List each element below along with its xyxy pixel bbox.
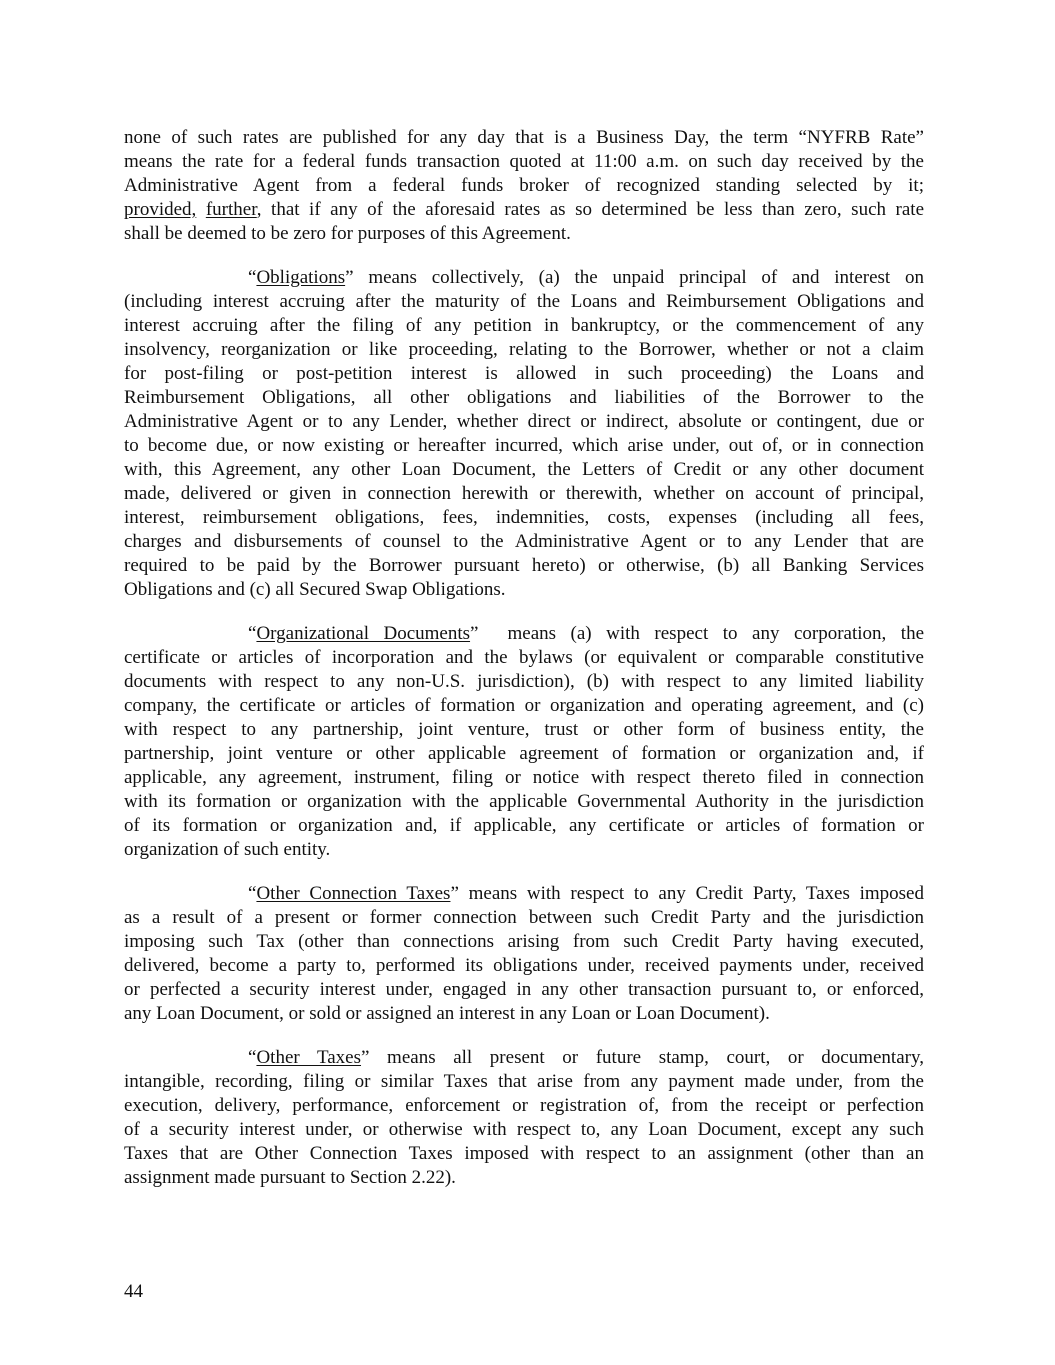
text-line (124, 622, 924, 646)
text-fragment: , that if any of the aforesaid rates as so determined be less than zero, such rate (256, 199, 925, 220)
text-line: charges and disbursements of counsel to the Administrative Agent or to any Lender that are (124, 531, 924, 552)
text-line: imposing such Tax (other than connections arising from such Credit Party having executed, (124, 931, 924, 952)
defined-term: Other Connection Taxes (256, 883, 451, 904)
provided-term: provided, (124, 199, 197, 220)
text-line: Reimbursement Obligations, all other obligations and liabilities of the Borrower to the (124, 387, 924, 408)
document-page (124, 126, 924, 1210)
text-line: execution, delivery, performance, enforcement or registration of, from the receipt or perfection (124, 1095, 924, 1116)
text-line: delivered, become a party to, performed its obligations under, received payments under, received (124, 955, 924, 976)
defined-term: Other Taxes (256, 1047, 362, 1068)
definition-paragraph (124, 622, 924, 862)
text-line: shall be deemed to be zero for purposes of this Agreement. (124, 223, 571, 244)
paragraph-nyfrb-rate-continuation (124, 126, 924, 246)
text-line: Taxes that are Other Connection Taxes imposed with respect to an assignment (other than an (124, 1143, 924, 1164)
definitions-list (124, 266, 924, 1190)
text-line: (including interest accruing after the maturity of the Loans and Reimbursement Obligations and (124, 291, 924, 312)
text-line: with, this Agreement, any other Loan Document, the Letters of Credit or any other document (124, 459, 924, 480)
text-line: of a security interest under, or otherwise with respect to, any Loan Document, except any such (124, 1119, 924, 1140)
definition-paragraph (124, 882, 924, 1026)
text-line: interest, reimbursement obligations, fees, indemnities, costs, expenses (including all fees, (124, 507, 924, 528)
text-line: applicable, any agreement, instrument, filing or notice with respect thereto filed in connection (124, 767, 924, 788)
definition-paragraph (124, 266, 924, 602)
text-line: assignment made pursuant to Section 2.22). (124, 1167, 456, 1188)
text-line: as a result of a present or former connection between such Credit Party and the jurisdiction (124, 907, 924, 928)
open-quote: “ (248, 267, 257, 288)
open-quote: “ (248, 623, 257, 644)
definition-text: ” means collectively, (a) the unpaid principal of and interest on (345, 267, 924, 288)
defined-term: Obligations (256, 267, 346, 288)
text-line: documents with respect to any non-U.S. jurisdiction), (b) with respect to any limited liability (124, 671, 924, 692)
text-line: partnership, joint venture or other applicable agreement of formation or organization and, if (124, 743, 924, 764)
text-line: interest accruing after the filing of any petition in bankruptcy, or the commencement of any (124, 315, 924, 336)
text-line: made, delivered or given in connection herewith or therewith, whether on account of principal, (124, 483, 924, 504)
text-line: insolvency, reorganization or like proceeding, relating to the Borrower, whether or not a claim (124, 339, 924, 360)
text-line: Obligations and (c) all Secured Swap Obligations. (124, 579, 506, 600)
text-line: none of such rates are published for any day that is a Business Day, the term “NYFRB Rate” (124, 127, 924, 148)
definition-text: ” means all present or future stamp, court, or documentary, (361, 1047, 924, 1068)
text-line: intangible, recording, filing or similar Taxes that arise from any payment made under, from the (124, 1071, 924, 1092)
definition-text: ” means (a) with respect to any corporation, the (470, 623, 925, 644)
text-line: organization of such entity. (124, 839, 331, 860)
text-line: Administrative Agent from a federal funds broker of recognized standing selected by it; (124, 175, 924, 196)
further-term: further (205, 199, 257, 220)
text-line (124, 882, 924, 906)
text-line (124, 266, 924, 290)
text-line: of its formation or organization and, if applicable, any certificate or articles of formation or (124, 815, 924, 836)
page-number: 44 (124, 1281, 143, 1302)
defined-term: Organizational Documents (256, 623, 471, 644)
text-line: to become due, or now existing or hereafter incurred, which arise under, out of, or in connection (124, 435, 924, 456)
open-quote: “ (248, 1047, 257, 1068)
definition-paragraph (124, 1046, 924, 1190)
text-line: company, the certificate or articles of formation or organization and operating agreement, and (c) (124, 695, 924, 716)
text-line: required to be paid by the Borrower pursuant hereto) or otherwise, (b) all Banking Services (124, 555, 924, 576)
definition-text: ” means with respect to any Credit Party, Taxes imposed (450, 883, 924, 904)
text-line: means the rate for a federal funds transaction quoted at 11:00 a.m. on such day received by the (124, 151, 924, 172)
text-line: for post-filing or post-petition interest is allowed in such proceeding) the Loans and (124, 363, 924, 384)
open-quote: “ (248, 883, 257, 904)
text-line: certificate or articles of incorporation and the bylaws (or equivalent or comparable constitutive (124, 647, 924, 668)
text-line: with respect to any partnership, joint venture, trust or other form of business entity, the (124, 719, 924, 740)
text-line: any Loan Document, or sold or assigned an interest in any Loan or Loan Document). (124, 1003, 770, 1024)
text-line (124, 1046, 924, 1070)
text-line: Administrative Agent or to any Lender, whether direct or indirect, absolute or contingent, due or (124, 411, 924, 432)
text-line (124, 198, 924, 222)
text-line: or perfected a security interest under, engaged in any other transaction pursuant to, or enforced, (124, 979, 924, 1000)
text-line: with its formation or organization with the applicable Governmental Authority in the jurisdiction (124, 791, 924, 812)
